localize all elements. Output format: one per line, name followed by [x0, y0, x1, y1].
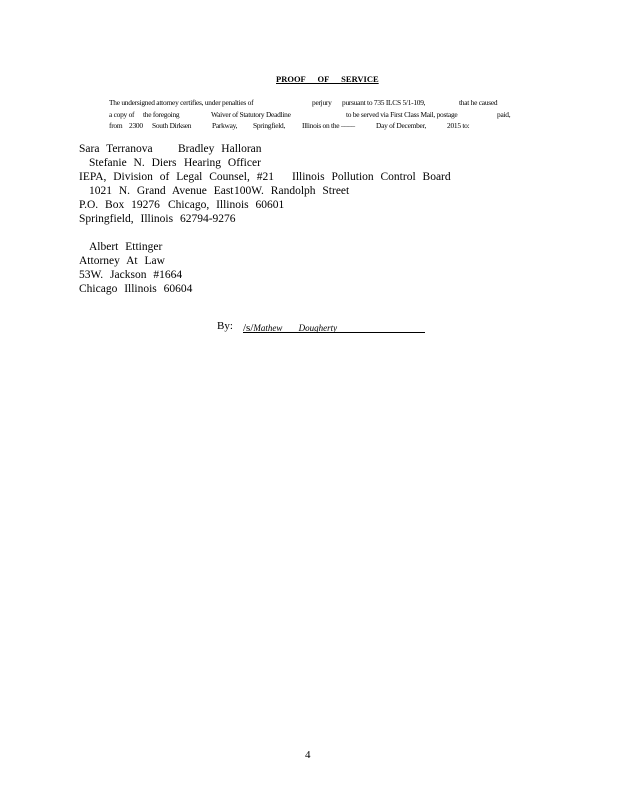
- cert-line2-d: paid,: [497, 110, 511, 119]
- recipient-1-org: IEPA, Division of Legal Counsel, #21: [79, 171, 274, 183]
- recipient-3-city: Chicago Illinois 60604: [79, 283, 193, 295]
- recipient-3-title: Attorney At Law: [79, 255, 165, 267]
- signature-name: Mathew Dougherty: [253, 323, 338, 333]
- cert-day-blank: ____: [341, 119, 355, 128]
- cert-line3-e: Springfield,: [253, 121, 286, 130]
- cert-line2-b: the foregoing: [143, 110, 180, 119]
- recipient-1-pobox: P.O. Box 19276: [79, 199, 160, 211]
- signature-prefix: /s/: [243, 322, 254, 334]
- cert-line1-a: The undersigned attorney certifies, under penalties of: [109, 98, 254, 107]
- recipient-1-name: Sara Terranova: [79, 143, 153, 155]
- page-number: 4: [305, 749, 311, 761]
- cert-line3-b: 2300: [129, 121, 143, 130]
- cert-line1-b: perjury: [312, 98, 332, 107]
- cert-line3-c: South Dirksen: [152, 121, 192, 130]
- recipient-2-title: Hearing Officer: [184, 157, 261, 169]
- cert-line2-a: a copy of: [109, 110, 135, 119]
- signature-label: By:: [217, 320, 233, 332]
- cert-line3-a: from: [109, 121, 123, 130]
- cert-line3-d: Parkway,: [212, 121, 238, 130]
- recipient-2-org: Illinois Pollution Control Board: [292, 171, 451, 183]
- recipient-1-city: Springfield, Illinois 62794-9276: [79, 213, 236, 225]
- signature-line: [243, 322, 425, 333]
- cert-line2-c: to be served via First Class Mail, postage: [346, 110, 458, 119]
- cert-line3-f: Illinois on the: [302, 121, 340, 130]
- cert-line3-h: Day of December,: [376, 121, 427, 130]
- recipient-3-street: 53W. Jackson #1664: [79, 269, 183, 281]
- cert-line3-i: 2015 to:: [447, 121, 470, 130]
- cert-line1-c: pursuant to 735 ILCS 5/1-109,: [342, 98, 426, 107]
- document-title: Waiver of Statutory Deadline: [211, 110, 291, 119]
- recipient-2-street: 100W. Randolph Street: [234, 185, 350, 197]
- recipient-1-contact: Stefanie N. Diers: [89, 157, 177, 169]
- proof-of-service-title: PROOF OF SERVICE: [276, 74, 379, 84]
- recipient-1-street: 1021 N. Grand Avenue East: [89, 185, 234, 197]
- recipient-2-name: Bradley Halloran: [178, 143, 262, 155]
- recipient-3-name: Albert Ettinger: [89, 241, 163, 253]
- recipient-2-city: Chicago, Illinois 60601: [168, 199, 285, 211]
- cert-line1-d: that he caused: [459, 98, 498, 107]
